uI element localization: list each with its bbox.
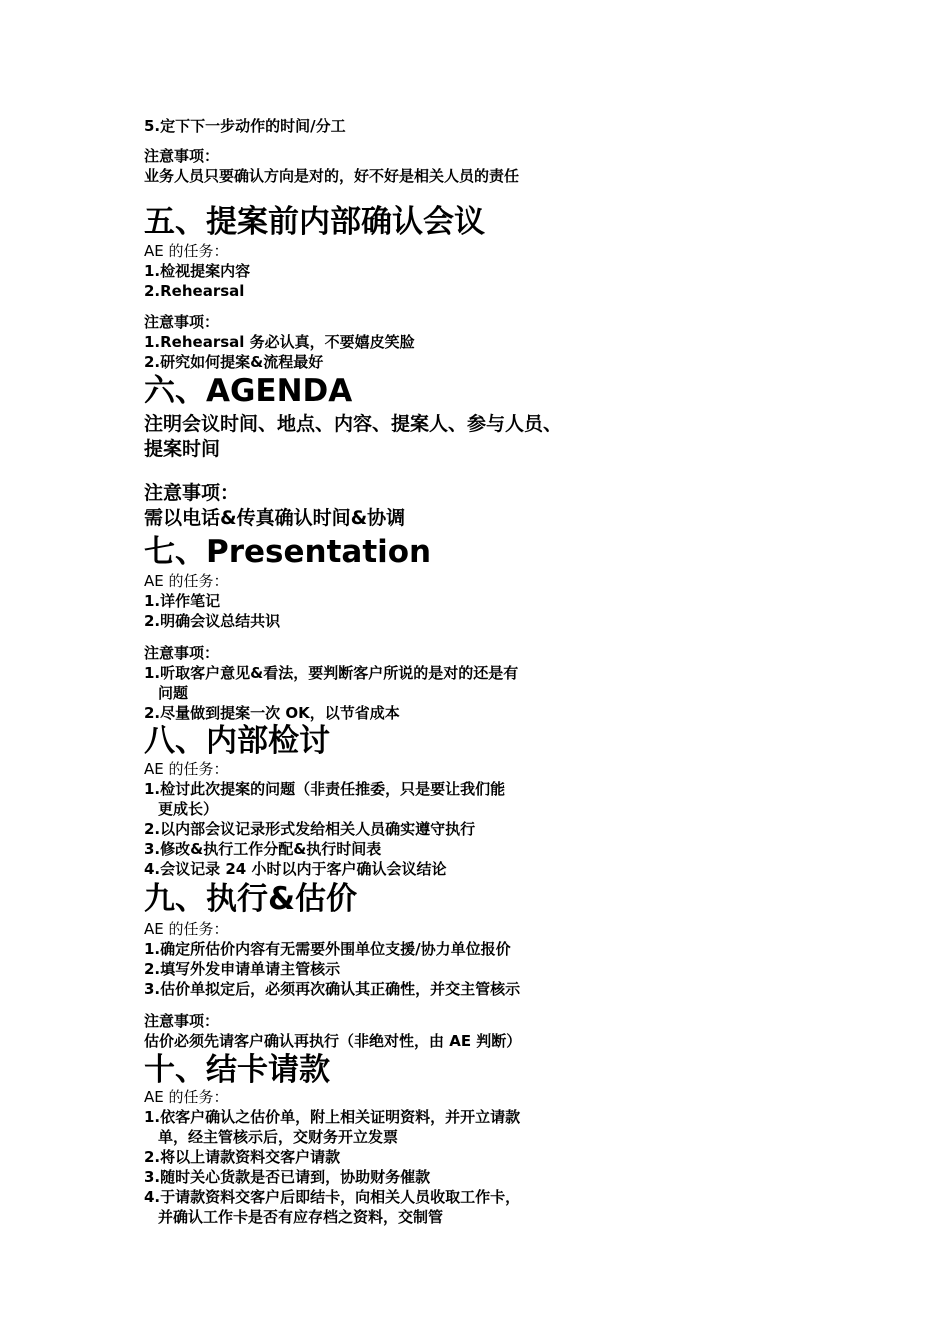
section-9-heading: 九、执行&估价 (144, 881, 358, 917)
s9-note: 估价必须先请客户确认再执行（非绝对性，由 AE 判断） (144, 1032, 522, 1050)
s5-ae-label: AE 的任务： (144, 242, 229, 260)
section-6-heading: 六、AGENDA (144, 373, 353, 409)
section-10-heading: 十、结卡请款 (144, 1052, 330, 1088)
s10-task-1-cont: 单，经主管核示后，交财务开立发票 (158, 1128, 399, 1146)
s5-note-2: 2.研究如何提案&流程最好 (144, 353, 324, 371)
s9-notes-label: 注意事项： (144, 1012, 220, 1030)
s5-notes-label: 注意事项： (144, 313, 220, 331)
s7-notes-label: 注意事项： (144, 644, 220, 662)
s6-notes-label: 注意事项： (144, 482, 240, 504)
s7-task-2: 2.明确会议总结共识 (144, 612, 281, 630)
s7-task-1: 1.详作笔记 (144, 592, 221, 610)
s6-line-2: 提案时间 (144, 438, 221, 460)
s10-ae-label: AE 的任务： (144, 1088, 229, 1106)
s8-task-3: 3.修改&执行工作分配&执行时间表 (144, 840, 382, 858)
s5-note-1: 1.Rehearsal 务必认真，不要嬉皮笑脸 (144, 333, 415, 351)
s10-task-4: 4.于请款资料交客户后即结卡，向相关人员收取工作卡， (144, 1188, 521, 1206)
s5-task-2: 2.Rehearsal (144, 282, 245, 300)
intro-step5: 5.定下下一步动作的时间/分工 (144, 117, 346, 135)
s10-task-4-cont: 并确认工作卡是否有应存档之资料，交制管 (158, 1208, 444, 1226)
intro-notes-label: 注意事项： (144, 147, 220, 165)
s5-task-1: 1.检视提案内容 (144, 262, 251, 280)
intro-note: 业务人员只要确认方向是对的，好不好是相关人员的责任 (144, 167, 520, 185)
s8-task-2: 2.以内部会议记录形式发给相关人员确实遵守执行 (144, 820, 476, 838)
s7-note-1-cont: 问题 (158, 684, 189, 702)
s9-task-2: 2.填写外发申请单请主管核示 (144, 960, 341, 978)
s10-task-2: 2.将以上请款资料交客户请款 (144, 1148, 341, 1166)
s10-task-3: 3.随时关心货款是否已请到，协助财务催款 (144, 1168, 431, 1186)
s6-note: 需以电话&传真确认时间&协调 (144, 507, 406, 529)
section-5-heading: 五、提案前内部确认会议 (144, 204, 485, 240)
s7-note-2: 2.尽量做到提案一次 OK，以节省成本 (144, 704, 400, 722)
section-8-heading: 八、内部检讨 (144, 723, 330, 759)
s10-task-1: 1.依客户确认之估价单，附上相关证明资料，并开立请款 (144, 1108, 521, 1126)
s7-note-1: 1.听取客户意见&看法，要判断客户所说的是对的还是有 (144, 664, 519, 682)
s9-task-3: 3.估价单拟定后，必须再次确认其正确性，并交主管核示 (144, 980, 521, 998)
section-7-heading: 七、Presentation (144, 534, 432, 570)
s7-ae-label: AE 的任务： (144, 572, 229, 590)
s8-task-1: 1.检讨此次提案的问题（非责任推委，只是要让我们能 (144, 780, 506, 798)
s8-ae-label: AE 的任务： (144, 760, 229, 778)
s6-line-1: 注明会议时间、地点、内容、提案人、参与人员、 (144, 413, 563, 435)
s8-task-1-cont: 更成长） (158, 800, 219, 818)
s8-task-4: 4.会议记录 24 小时以内于客户确认会议结论 (144, 860, 447, 878)
s9-task-1: 1.确定所估价内容有无需要外围单位支援/协力单位报价 (144, 940, 511, 958)
s9-ae-label: AE 的任务： (144, 920, 229, 938)
